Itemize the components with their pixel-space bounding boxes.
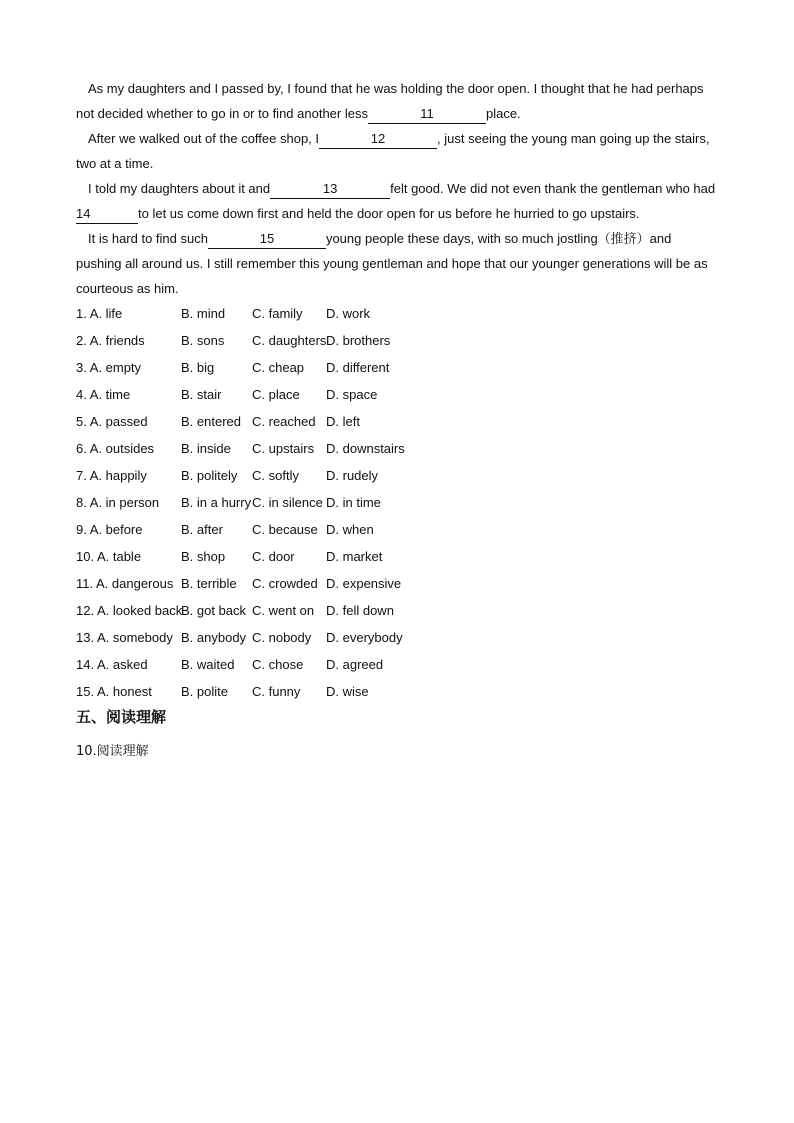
paragraph-line [76,101,726,126]
text-run: to let us come down first and held the door open for us before he hurried to go upstairs. [138,206,640,221]
option-b: B. entered [181,414,241,429]
option-c: C. family [252,306,303,321]
option-row [76,327,676,354]
paragraph-line [76,126,726,151]
text-run: not decided whether to go in or to find another less [76,106,368,121]
option-b: B. polite [181,684,228,699]
blank-12: 12 [319,130,437,149]
text-run: , just seeing the young man going up the stairs, [437,131,710,146]
option-row [76,624,676,651]
text-run: I told my daughters about it and [88,181,271,196]
paragraph-line [76,201,726,226]
option-a: 6. A. outsides [76,441,155,456]
option-c: C. in silence [252,495,323,510]
option-a: 3. A. empty [76,360,142,375]
option-c: C. softly [252,468,299,483]
blank-14: 14 [76,205,138,224]
text-run: place. [485,106,521,121]
option-d: D. brothers [326,333,391,348]
option-a: 5. A. passed [76,414,148,429]
option-d: D. expensive [326,576,402,591]
option-c: C. reached [252,414,316,429]
option-row [76,489,676,516]
option-d: D. space [326,387,378,402]
passage-paragraph-2 [76,126,726,176]
option-c: C. because [252,522,318,537]
option-row [76,435,676,462]
option-row [76,408,676,435]
option-a: 4. A. time [76,387,131,402]
option-a: 14. A. asked [76,657,148,672]
option-row [76,651,676,678]
option-c: C. funny [252,684,301,699]
option-b: B. shop [181,549,226,564]
option-a: 9. A. before [76,522,143,537]
blank-13: 13 [270,180,390,199]
option-c: C. door [252,549,295,564]
option-a: 11. A. dangerous [76,576,174,591]
section-heading: 五、阅读理解 [76,708,167,726]
paragraph-line [76,176,726,201]
option-b: B. sons [181,333,225,348]
option-b: B. stair [181,387,222,402]
passage-paragraph-4 [76,226,726,301]
blank-11: 11 [368,105,486,124]
option-d: D. fell down [326,603,394,618]
option-b: B. mind [181,306,226,321]
option-d: D. different [326,360,390,375]
text-run: It is hard to find such [88,231,208,246]
passage-paragraph-3 [76,176,726,226]
option-c: C. crowded [252,576,318,591]
option-b: B. got back [181,603,247,618]
option-b: B. waited [181,657,235,672]
option-d: D. left [326,414,360,429]
option-c: C. chose [252,657,304,672]
option-a: 7. A. happily [76,468,147,483]
option-c: C. place [252,387,300,402]
text-run: After we walked out of the coffee shop, I [88,131,320,146]
option-a: 8. A. in person [76,495,160,510]
paragraph-line: As my daughters and I passed by, I found that he was holding the door open. I thought that he had perhaps [88,81,704,96]
option-d: D. wise [326,684,369,699]
option-d: D. everybody [326,630,403,645]
passage-paragraph-1 [76,76,726,126]
option-row [76,678,676,705]
option-d: D. rudely [326,468,379,483]
option-d: D. agreed [326,657,384,672]
option-b: B. in a hurry [181,495,252,510]
option-c: C. daughters [252,333,327,348]
option-c: C. cheap [252,360,305,375]
option-a: 10. A. table [76,549,142,564]
option-c: C. nobody [252,630,312,645]
option-b: B. anybody [181,630,247,645]
option-d: D. downstairs [326,441,405,456]
option-row [76,516,676,543]
option-row [76,300,676,327]
paragraph-line: courteous as him. [76,281,179,296]
option-b: B. terrible [181,576,237,591]
option-row [76,462,676,489]
option-a: 12. A. looked back [76,603,183,618]
option-d: D. work [326,306,371,321]
option-c: C. upstairs [252,441,315,456]
option-row [76,354,676,381]
option-a: 2. A. friends [76,333,145,348]
option-b: B. after [181,522,223,537]
paragraph-line: two at a time. [76,156,154,171]
paragraph-line [76,226,726,251]
text-run: young people these days, with so much jostling（推挤）and [325,231,672,246]
answer-options-list [76,300,676,705]
text-run: felt good. We did not even thank the gentleman who had [390,181,716,196]
option-a: 1. A. life [76,306,123,321]
option-d: D. in time [326,495,381,510]
option-row [76,570,676,597]
blank-15: 15 [208,230,326,249]
option-a: 13. A. somebody [76,630,173,645]
option-a: 15. A. honest [76,684,152,699]
option-d: D. market [326,549,383,564]
option-b: B. inside [181,441,231,456]
option-b: B. big [181,360,215,375]
option-b: B. politely [181,468,238,483]
option-d: D. when [326,522,374,537]
option-c: C. went on [252,603,315,618]
option-row [76,381,676,408]
option-row [76,597,676,624]
paragraph-line: pushing all around us. I still remember this young gentleman and hope that our younger generations will be as [76,256,708,271]
option-row [76,543,676,570]
question-heading: 10.阅读理解 [76,744,149,759]
